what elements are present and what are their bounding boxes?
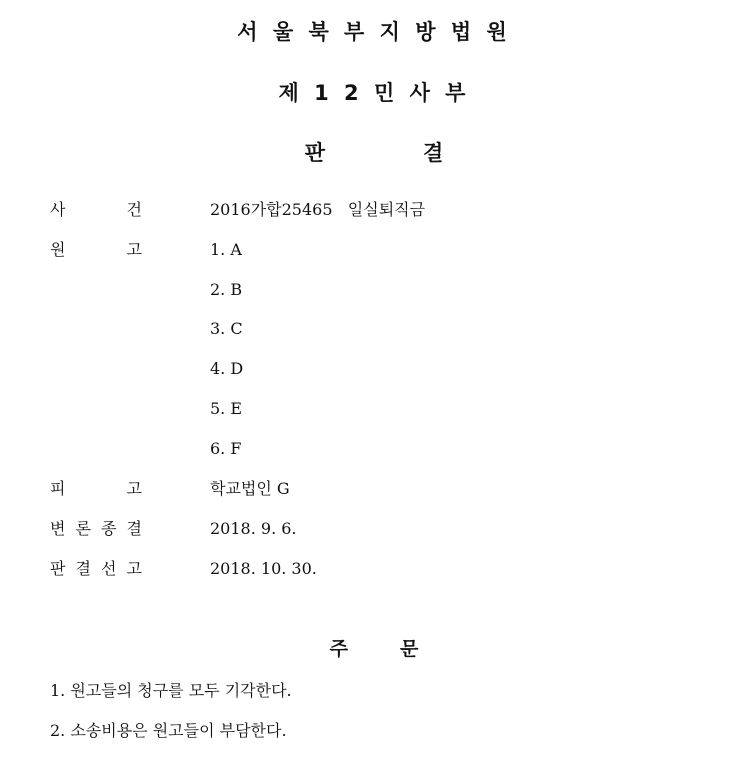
plaintiff-row: [0, 277, 748, 303]
plaintiff-name: 2. B: [210, 280, 243, 299]
plaintiff-name: 1. A: [210, 240, 242, 259]
judgment-date-label: 판 결 선 고: [50, 559, 142, 578]
judgment-date: 2018. 10. 30.: [210, 559, 317, 578]
plaintiff-label: 원 고: [50, 240, 142, 259]
plaintiff-name: 4. D: [210, 359, 244, 378]
hearing-closed-label: 변 론 종 결: [50, 519, 142, 538]
division-name: 제 1 2 민 사 부: [278, 81, 470, 105]
plaintiff-row: [0, 237, 748, 263]
case-row: [0, 197, 748, 223]
document-type-char: 판: [304, 141, 325, 165]
hearing-closed-row: [0, 516, 748, 542]
judgment-date-row: [0, 556, 748, 582]
plaintiff-row: [0, 436, 748, 462]
order-item: 1. 원고들의 청구를 모두 기각한다.: [50, 681, 292, 700]
defendant-name: 학교법인 G: [210, 479, 290, 498]
plaintiff-row: [0, 396, 748, 422]
case-label: 사 건: [50, 200, 142, 219]
plaintiff-name: 6. F: [210, 439, 242, 458]
order-heading: 주 문: [329, 638, 419, 660]
order-item: 2. 소송비용은 원고들이 부담한다.: [50, 721, 287, 740]
plaintiff-row: [0, 316, 748, 342]
court-name: 서 울 북 부 지 방 법 원: [237, 20, 511, 44]
defendant-label: 피 고: [50, 479, 142, 498]
case-number: 2016가합25465 일실퇴직금: [210, 200, 426, 219]
document-type: [0, 139, 748, 167]
plaintiff-name: 5. E: [210, 399, 243, 418]
plaintiff-name: 3. C: [210, 319, 243, 338]
plaintiff-row: [0, 356, 748, 382]
hearing-closed-date: 2018. 9. 6.: [210, 519, 297, 538]
document-type-char: 결: [423, 141, 444, 165]
defendant-row: [0, 476, 748, 502]
